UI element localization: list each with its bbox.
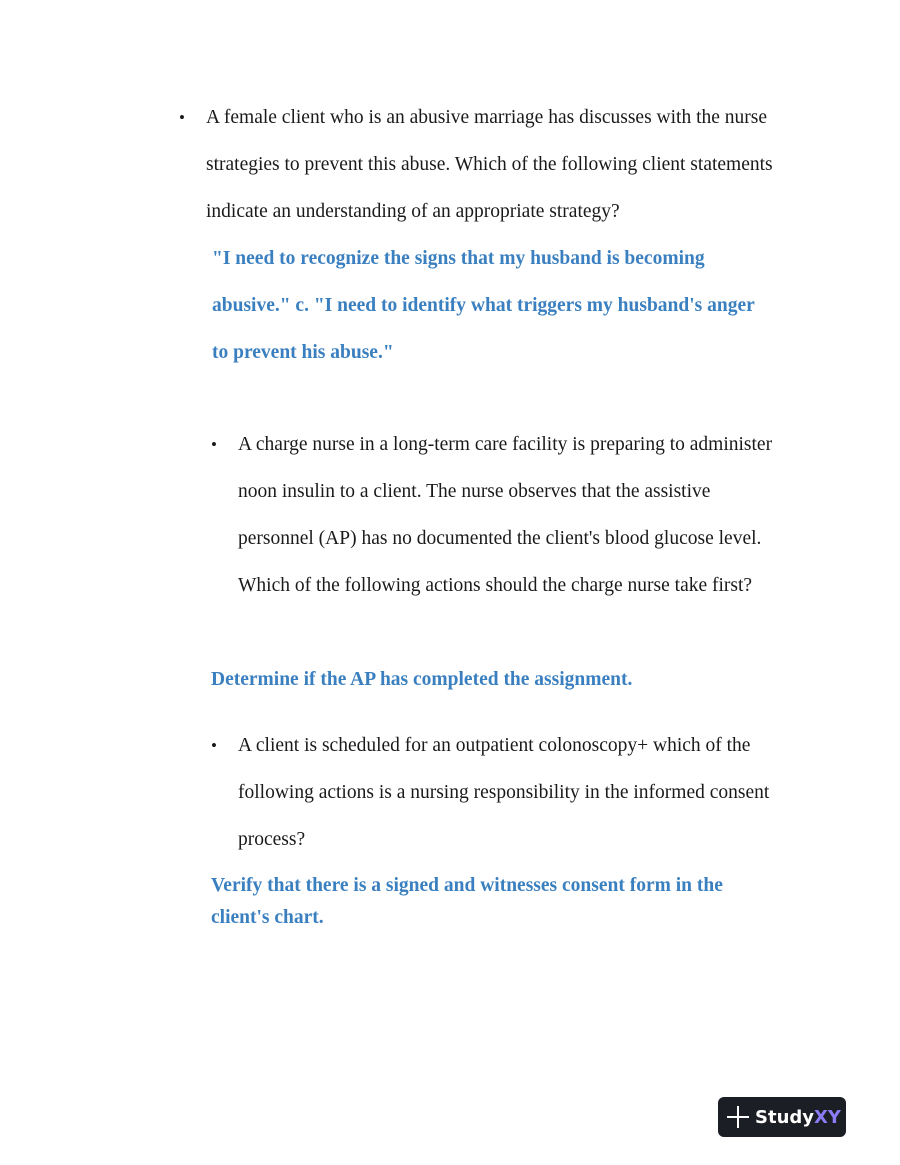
- question-1-text: A female client who is an abusive marriage has discusses with the nurse strategies to prevent this abuse. Which of the following client statements indicate an understanding of an appropriate strategy?: [206, 107, 773, 222]
- bullet: •: [211, 736, 217, 755]
- question-2: [211, 421, 778, 609]
- answer-3: Verify that there is a signed and witnesses consent form in the client's chart.: [211, 875, 723, 928]
- logo-word-study: Study: [755, 1106, 815, 1128]
- question-3: [211, 722, 778, 863]
- question-1: [179, 94, 786, 235]
- bullet: •: [179, 108, 185, 127]
- bullet: •: [211, 435, 217, 454]
- logo-word-xy: XY: [814, 1106, 841, 1128]
- answer-1: "I need to recognize the signs that my husband is becoming abusive." c. "I need to identify what triggers my husband's anger to prevent his abuse.": [212, 248, 755, 363]
- answer-2: Determine if the AP has completed the assignment.: [211, 669, 633, 690]
- studyxy-logo: [718, 1097, 846, 1137]
- plus-icon: [727, 1106, 749, 1128]
- question-3-text: A client is scheduled for an outpatient colonoscopy+ which of the following actions is a nursing responsibility in the informed consent process?: [238, 735, 770, 850]
- question-2-text: A charge nurse in a long-term care facility is preparing to administer noon insulin to a client. The nurse observes that the assistive personnel (AP) has no documented the client's blood glucose level. Which of the following actions should the charge nurse take first?: [238, 434, 773, 596]
